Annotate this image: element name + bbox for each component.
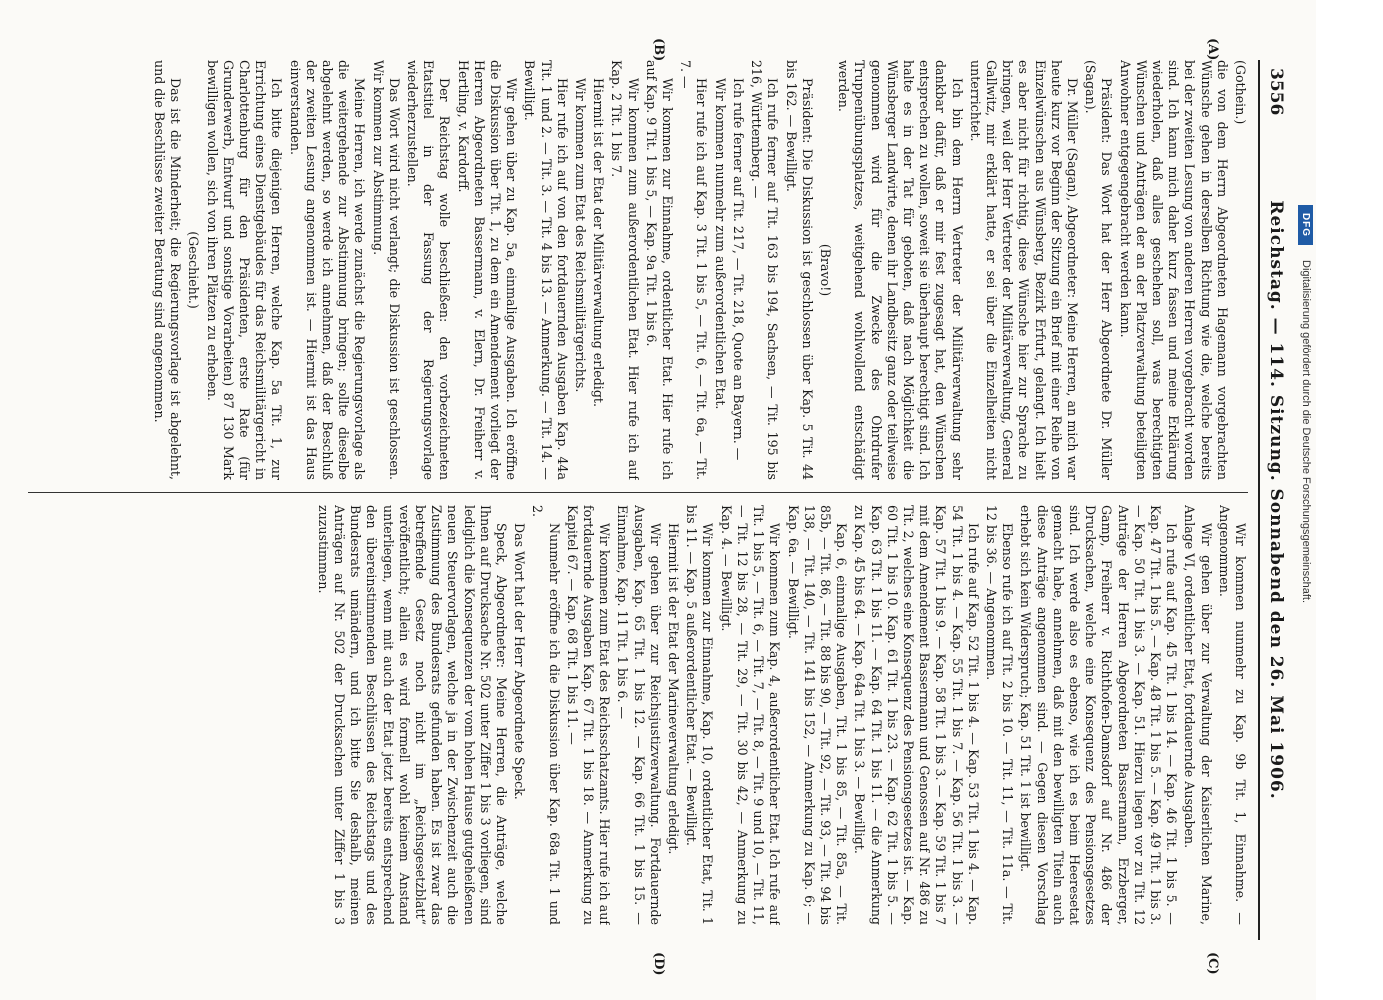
paragraph: Wir kommen zum außerordentlichen Etat. Hier rufe ich auf Kap. 2 Tit. 1 bis 7. [609, 60, 641, 480]
paragraph: Ich rufe auf Kap. 45 Tit. 1 bis 14. — Kap. 46 Tit. 1 bis 5. — Kap. 47 Tit. 1 bis 5. — Kap. 48 Tit. 1 bis 5. — Kap. 49 Tit. 1 bis 3. — Kap. 50 Tit. 1 bis 3. — Kap. 51. Hierzu liegen vor zu Tit. 12 Anträge der Herren Abgeordneten Bassermann, Erzberger, Gamp, Freiherr v. Richthofen-Damsdorf auf Nr. 486 der Drucksachen, welche eine Konsequenz des Pensionsgesetzes sind. Ich werde also es ebenso, wie ich es beim Heeresetat gemacht habe, annehmen, daß mit den bewilligten Titeln auch diese Anträge angenommen sind. — Gegen diesen Vorschlag erhebt sich kein Widerspruch; Kap. 51 Tit. 1 ist bewilligt. [1018, 505, 1180, 925]
margin-marker-b: (B) [651, 38, 666, 62]
column-divider [28, 492, 1248, 493]
speaker-tag: (Gothein.) [1233, 60, 1248, 125]
paragraph: Nunmehr eröffne ich die Diskussion über Kap. 68a Tit. 1 und 2. [530, 505, 562, 925]
paragraph: Dr. Müller (Sagan), Abgeordneter: Meine Herren, an mich war heute kurz vor Beginn der Sitzung ein Brief mit einer Reihe von Einzelwünschen aus Wünsberg, Bezirk Erfurt, gelangt. Ich hielt es aber nicht für richtig, diese Wünsche hier zur Sprache zu bringen, weil der Herr Vertreter der Militärverwaltung, General Gallwitz, mir erklärt hatte, er sei über die Einzelheiten nicht unterrichtet. [967, 60, 1080, 480]
paragraph: Ich bin dem Herrn Vertreter der Militärverwaltung sehr dankbar dafür, daß er mir fest zugesagt hat, den Wünschen entsprechen zu wollen, soweit sie überhaupt berechtigt sind. Ich halte es in der Tat für geboten, daß nach Möglichkeit die Wünsberger Landwirte, denen ihr Landbesitz ganz oder teilweise genommen wird für die Zwecke des Ohrdrufer Truppenübungsplatzes, weitgehend wohlwollend entschädigt werden. [836, 60, 965, 480]
interjection: (Bravo!) [817, 243, 833, 297]
text-column-left [23, 60, 1248, 480]
paragraph: Ich rufe ferner auf Tit. 217, — Tit. 218, Quote an Bayern. — [730, 78, 746, 461]
paragraph: Wir kommen zum Etat des Reichsschatzamts. Hier rufe ich auf fortdauernde Ausgaben Kap. 67 Tit. 1 bis 18. — Anmerkung zu Kapitel 67. — Kap. 68 Tit. 1 bis 11. — [564, 505, 613, 925]
paragraph: Wir gehen über zur Reichsjustizverwaltung. Fortdauernde Ausgaben, Kap. 65 Tit. 1 bis 12. — Kap. 66 Tit. 1 bis 15. — Einnahme, Kap. 11 Tit. 1 bis 6. — [615, 505, 663, 925]
paragraph: Wir kommen nunmehr zu Kap. 9b Tit. 1, Einnahme. — Angenommen. [1216, 505, 1248, 925]
paragraph: Kap. 6, einmalige Ausgaben, Tit. 1 bis 85, — Tit. 85a, — Tit. 85b, — Tit. 86, — Tit. 88 bis 90, — Tit. 92, — Tit. 93, — Tit. 94 bis 138, — Tit. 140, — Tit. 141 bis 152, — Anmerkung zu Kap. 6; — Kap. 6a. — Bewilligt. [785, 505, 850, 925]
paragraph: Hiermit ist der Etat der Militärverwaltung erledigt. [591, 78, 607, 407]
interjection: (Geschieht.) [186, 231, 202, 309]
paragraph: Ebenso rufe ich auf Tit. 2 bis 10. — Tit. 11, — Tit. 11a. — Tit. 12 bis 36. — Angenommen. [983, 505, 1016, 925]
paragraph: Hiermit ist der Etat der Marineverwaltung erledigt. [666, 523, 682, 855]
page-header [1258, 60, 1290, 940]
paragraph: Ich rufe ferner auf Tit. 163 bis 194, Sachsen, — Tit. 195 bis 216, Württemberg. — [749, 60, 781, 480]
page-title: Reichstag. — 114. Sitzung. Sonnabend den 26. Mai 1906. [1266, 200, 1286, 800]
paragraph: Ich rufe auf Kap. 52 Tit. 1 bis 4. — Kap. 53 Tit. 1 bis 4. — Kap. 54 Tit. 1 bis 4. — Kap. 55 Tit. 1 bis 7. — Kap. 56 Tit. 1 bis 3. — Kap. 57 Tit. 1 bis 9. — Kap. 58 Tit. 1 bis 3. — Kap. 59 Tit. 1 bis 7 mit dem Amendement Bassermann und Genossen auf Nr. 486 zu Tit. 2, welches eine Konsequenz des Pensionsgesetzes ist. — Kap. 60 Tit. 1 bis 10. Kap. 61 Tit. 1 bis 23. — Kap. 62 Tit. 1 bis 5. — Kap. 63 Tit. 1 bis 11. — Kap. 64 Tit. 1 bis 11. — die Anmerkung zu Kap. 45 bis 64. — Kap. 64a Tit. 1 bis 3. — Bewilligt. [852, 505, 981, 925]
paragraph: die von dem Herrn Abgeordneten Hagemann vorgebrachten Wünsche gehen in derselben Richtung wie die, welche bereits bei der zweiten Lesung von anderen Herren vorgebracht worden sind. Ich kann mich daher kurz fassen und meine Erklärung wiederholen, daß alles geschehen soll, was berechtigten Wünschen und Anträgen der an der Platzverwaltung beteiligten Anwohner entgegengebracht werden kann. [1117, 60, 1230, 480]
paragraph: Das ist die Minderheit; die Regierungsvorlage ist abgelehnt, und die Beschlüsse zweiter Beratung sind angenommen. [152, 60, 184, 480]
funding-note: Digitalisierung gefördert durch die Deutsche Forschungsgemeinschaft. [1300, 260, 1312, 604]
paragraph: Wir kommen zur Einnahme, Kap. 10, ordentlicher Etat, Tit. 1 bis 11. — Kap. 5 außerordentlicher Etat. — Bewilligt. [684, 505, 716, 925]
paragraph: Wir gehen über zur Verwaltung der Kaiserlichen Marine, Anlage VI, ordentlicher Etat, fortdauernde Ausgaben. [1182, 505, 1214, 925]
paragraph: Das Wort wird nicht verlangt; die Diskussion ist geschlossen. Wir kommen zur Abstimmung. [370, 60, 402, 480]
paragraph: Wir kommen zum Etat des Reichsmilitärgerichts. [573, 78, 589, 393]
paragraph: Hier rufe ich auf von den fortdauernden Ausgaben Kap. 44a Tit. 1 und 2. — Tit. 3. — Tit. 4 bis 13. — Anmerkung. — Tit. 14. — Bewilligt. [522, 60, 570, 480]
paragraph: Speck, Abgeordneter: Meine Herren, die Anträge, welche Ihnen auf Drucksache Nr. 502 unter Ziffer 1 bis 3 vorliegen, sind lediglich die Konsequenzen der vom hohen Hause gutgeheißenen neuen Steuervorlagen, welche ja in der Zwischenzeit auch die Zustimmung des Bundesrats gefunden haben. Es ist zwar das betreffende Gesetz noch nicht im „Reichsgesetzblatt“ veröffentlicht; allein es wird formell wohl keinem Anstand unterliegen, wenn mit auch der Etat jetzt bereits entsprechend den übereinstimmenden Beschlüssen des Reichstags und des Bundesrats umändern, und ich bitte Sie deshalb, meinen Anträgen auf Nr. 502 der Drucksachen unter Ziffer 1 bis 3 zuzustimmen. [315, 505, 510, 925]
margin-marker-d: (D) [651, 952, 666, 976]
margin-marker-a: (A) [1205, 38, 1220, 61]
paragraph: Präsident: Die Diskussion ist geschlossen über Kap. 5 Tit. 44 bis 162. — Bewilligt. [783, 60, 815, 480]
paragraph: Ich bitte diejenigen Herren, welche Kap. 5a Tit. 1, zur Errichtung eines Dienstgebäudes für das Reichsmilitärgericht in Charlottenburg für den Präsidenten, erste Rate (für Grunderwerb, Entwurf und sonstige Vorarbeiten) 87 130 Mark bewilligen wollen, sich von ihren Plätzen zu erheben. [204, 60, 285, 480]
paragraph: Wir gehen über zu Kap. 5a, einmalige Ausgaben. Ich eröffne die Diskussion über Tit. 1, zu dem ein Amendement vorliegt der Herren Abgeordneten Bassermann, v. Elern, Dr. Freiherr v. Hertling, v. Kardorff. [455, 60, 520, 480]
paragraph: Präsident: Das Wort hat der Herr Abgeordnete Dr. Müller (Sagan). [1083, 60, 1115, 480]
paragraph: Wir kommen zum Kap. 4, außerordentlicher Etat. Ich rufe auf Tit. 1 bis 5, — Tit. 6, — Tit. 7, — Tit. 8, — Tit. 9 und 10, — Tit. 11, — Tit. 12 bis 28, — Tit. 29, — Tit. 30 bis 42, — Anmerkung zu Kap. 4. — Bewilligt. [718, 505, 783, 925]
dfg-logo: DFG [1298, 205, 1313, 245]
paragraph: Meine Herren, ich werde zunächst die Regierungsvorlage als die weitergehende zur Abstimmung bringen; sollte dieselbe abgelehnt werden, so werde ich annehmen, daß der Beschluß der zweiten Lesung angenommen ist. — Hiermit ist das Haus einverstanden. [287, 60, 368, 480]
paragraph: Das Wort hat der Herr Abgeordnete Speck. [512, 523, 528, 800]
paragraph: Hier rufe ich auf Kap. 3 Tit. 1 bis 5, — Tit. 6, — Tit. 6a, — Tit. 7. — [678, 60, 710, 480]
text-column-right [23, 505, 1248, 925]
page-footer [1294, 0, 1316, 1000]
margin-marker-c: (C) [1205, 952, 1220, 975]
paragraph: Wir kommen nunmehr zum außerordentlichen Etat. [712, 78, 728, 410]
paragraph: Wir kommen zur Einnahme, ordentlicher Etat. Hier rufe ich auf Kap. 9 Tit. 1 bis 5, — Kap. 9a Tit. 1 bis 6. [643, 60, 676, 480]
paragraph: Der Reichstag wolle beschließen: den vorbezeichneten Etatstitel in der Fassung der Regierungsvorlage wiederherzustellen. [405, 60, 453, 480]
page-number: 3556 [1266, 68, 1286, 116]
